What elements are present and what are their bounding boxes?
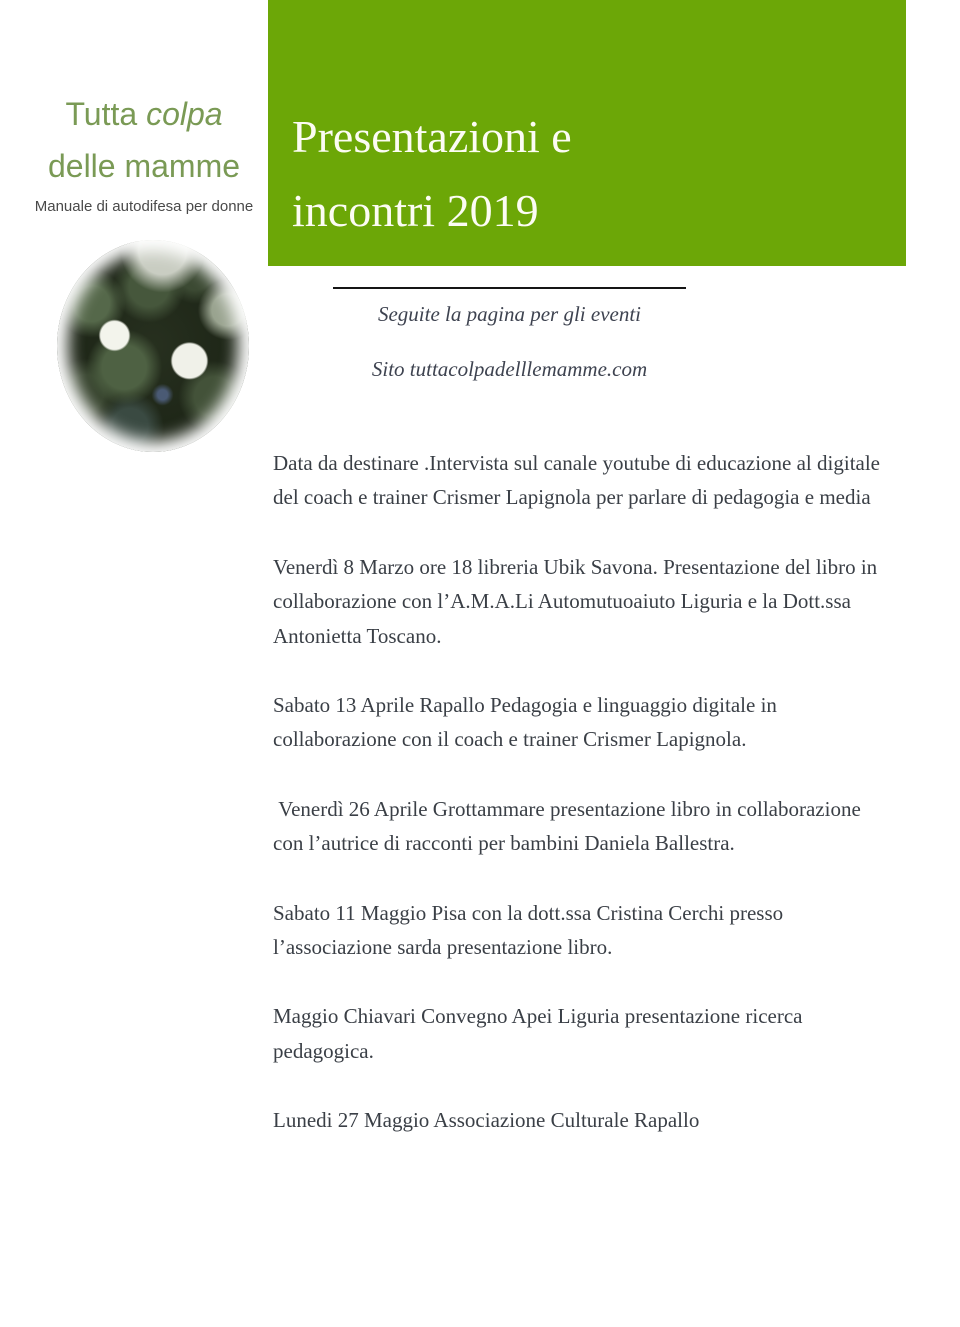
event-paragraph: Venerdì 26 Aprile Grottammare presentazione libro in collaborazione con l’autrice di racconti per bambini Daniela Ballestra.: [273, 796, 867, 856]
page-title-line1: Presentazioni e: [292, 111, 572, 162]
event-paragraph: Data da destinare .Intervista sul canale youtube di educazione al digitale del coach e trainer Crismer Lapignola per parlare di pedagogia e media: [273, 451, 886, 510]
subnotes: [333, 300, 686, 383]
book-subtitle: Manuale di autodifesa per donne: [34, 198, 254, 215]
events-list: [273, 446, 895, 1173]
book-title-word-italic: colpa: [146, 96, 223, 132]
follow-note: Seguite la pagina per gli eventi: [377, 302, 642, 326]
site-url-note: Sito tuttacolpadelllemamme.com: [371, 357, 648, 381]
book-title-line1: [28, 88, 260, 140]
book-title: [28, 88, 260, 192]
divider-rule: [333, 287, 686, 289]
event-paragraph: Sabato 13 Aprile Rapallo Pedagogia e linguaggio digitale in collaborazione con il coach e trainer Crismer Lapignola.: [273, 693, 783, 752]
header-banner: [268, 0, 906, 266]
page-title: [292, 100, 572, 248]
page-title-line2: incontri 2019: [292, 185, 539, 236]
book-cover-image: [57, 240, 249, 452]
event-paragraph: Maggio Chiavari Convegno Apei Liguria presentazione ricerca pedagogica.: [273, 1004, 808, 1063]
event-paragraph: Venerdì 8 Marzo ore 18 libreria Ubik Savona. Presentazione del libro in collaborazione con l’A.M.A.Li Automutuoaiuto Liguria e la Dott.ssa Antonietta Toscano.: [273, 554, 883, 648]
book-title-word-regular: Tutta: [65, 96, 147, 132]
book-title-line2: delle mamme: [47, 148, 241, 184]
event-paragraph: Lunedi 27 Maggio Associazione Culturale Rapallo: [273, 1108, 700, 1133]
event-paragraph: Sabato 11 Maggio Pisa con la dott.ssa Cristina Cerchi presso l’associazione sarda presentazione libro.: [273, 900, 789, 960]
